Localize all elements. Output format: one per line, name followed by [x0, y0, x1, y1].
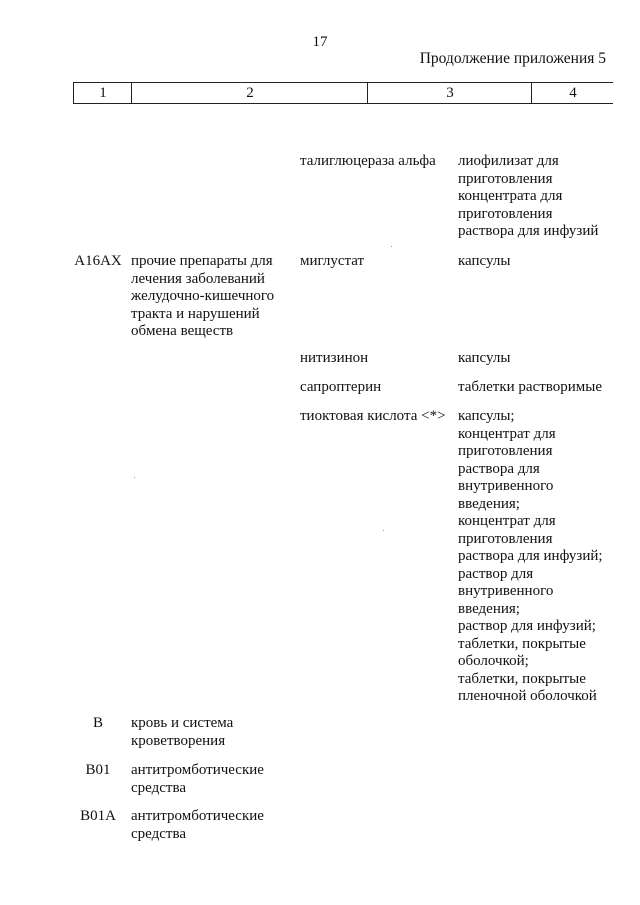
scan-speck [383, 530, 384, 531]
form-line: раствор для [458, 565, 534, 582]
form-line: приготовления [458, 443, 553, 459]
drug-line: талиглюцераза альфа [300, 153, 436, 169]
form-line: пленочной оболочкой [458, 688, 597, 704]
dosage-form [458, 408, 618, 706]
scan-speck [391, 246, 392, 247]
page-number: 17 [312, 34, 328, 50]
name-line: обмена веществ [131, 323, 234, 339]
name-line: кровь и система [131, 715, 234, 731]
column-2-number: 2 [131, 83, 368, 103]
form-line: концентрат для [458, 513, 556, 529]
name-line: лечения заболеваний [131, 270, 265, 287]
form-line: концентрата для [458, 188, 563, 204]
atc-code: B01 [85, 762, 111, 778]
atc-group-name [131, 808, 291, 843]
form-line: таблетки растворимые [458, 379, 603, 395]
form-line: приготовления [458, 530, 553, 547]
name-line: антитромботические [131, 762, 264, 778]
form-line: внутривенного [458, 478, 554, 494]
form-line: лиофилизат для [458, 153, 559, 169]
dosage-form [458, 253, 618, 271]
form-line: раствора для инфузий; [458, 548, 603, 564]
form-line: концентрат для [458, 425, 556, 442]
atc-group-name [131, 715, 291, 750]
form-line: внутривенного [458, 583, 554, 599]
form-line: оболочкой; [458, 653, 529, 669]
dosage-form [458, 153, 618, 241]
drug-name [300, 350, 460, 368]
atc-group-name [131, 762, 291, 797]
scan-speck [134, 477, 135, 478]
form-line: капсулы [458, 253, 511, 269]
drug-name [300, 253, 460, 271]
form-line: введения; [458, 600, 520, 617]
drug-name [300, 408, 460, 426]
drug-line: нитизинон [300, 350, 369, 366]
form-line: таблетки, покрытые [458, 670, 586, 687]
atc-code: A16AX [74, 253, 122, 269]
form-line: капсулы [458, 350, 511, 366]
dosage-form [458, 350, 618, 368]
appendix-continuation-label: Продолжение приложения 5 [419, 50, 606, 67]
name-line: кроветворения [131, 732, 226, 749]
drug-name [300, 379, 460, 397]
column-3-number: 3 [367, 83, 532, 103]
form-line: капсулы; [458, 408, 515, 424]
form-line: раствора для [458, 460, 540, 477]
form-line: приготовления [458, 170, 553, 187]
atc-group-name [131, 253, 291, 341]
drug-line: тиоктовая кислота <*> [300, 408, 446, 424]
name-line: средства [131, 825, 187, 842]
column-4-number: 4 [531, 83, 614, 103]
name-line: прочие препараты для [131, 253, 273, 269]
name-line: желудочно-кишечного [131, 288, 275, 304]
name-line: тракта и нарушений [131, 305, 260, 322]
column-1-number: 1 [73, 83, 132, 103]
form-line: таблетки, покрытые [458, 635, 586, 652]
drug-line: миглустат [300, 253, 365, 269]
form-line: раствора для инфузий [458, 223, 599, 239]
atc-code: B01A [80, 808, 116, 824]
name-line: антитромботические [131, 808, 264, 824]
atc-code: B [92, 715, 103, 731]
form-line: раствор для инфузий; [458, 618, 596, 634]
drug-line: сапроптерин [300, 379, 382, 395]
form-line: введения; [458, 495, 520, 512]
dosage-form [458, 379, 618, 397]
form-line: приготовления [458, 205, 553, 222]
name-line: средства [131, 779, 187, 796]
drug-name [300, 153, 460, 171]
